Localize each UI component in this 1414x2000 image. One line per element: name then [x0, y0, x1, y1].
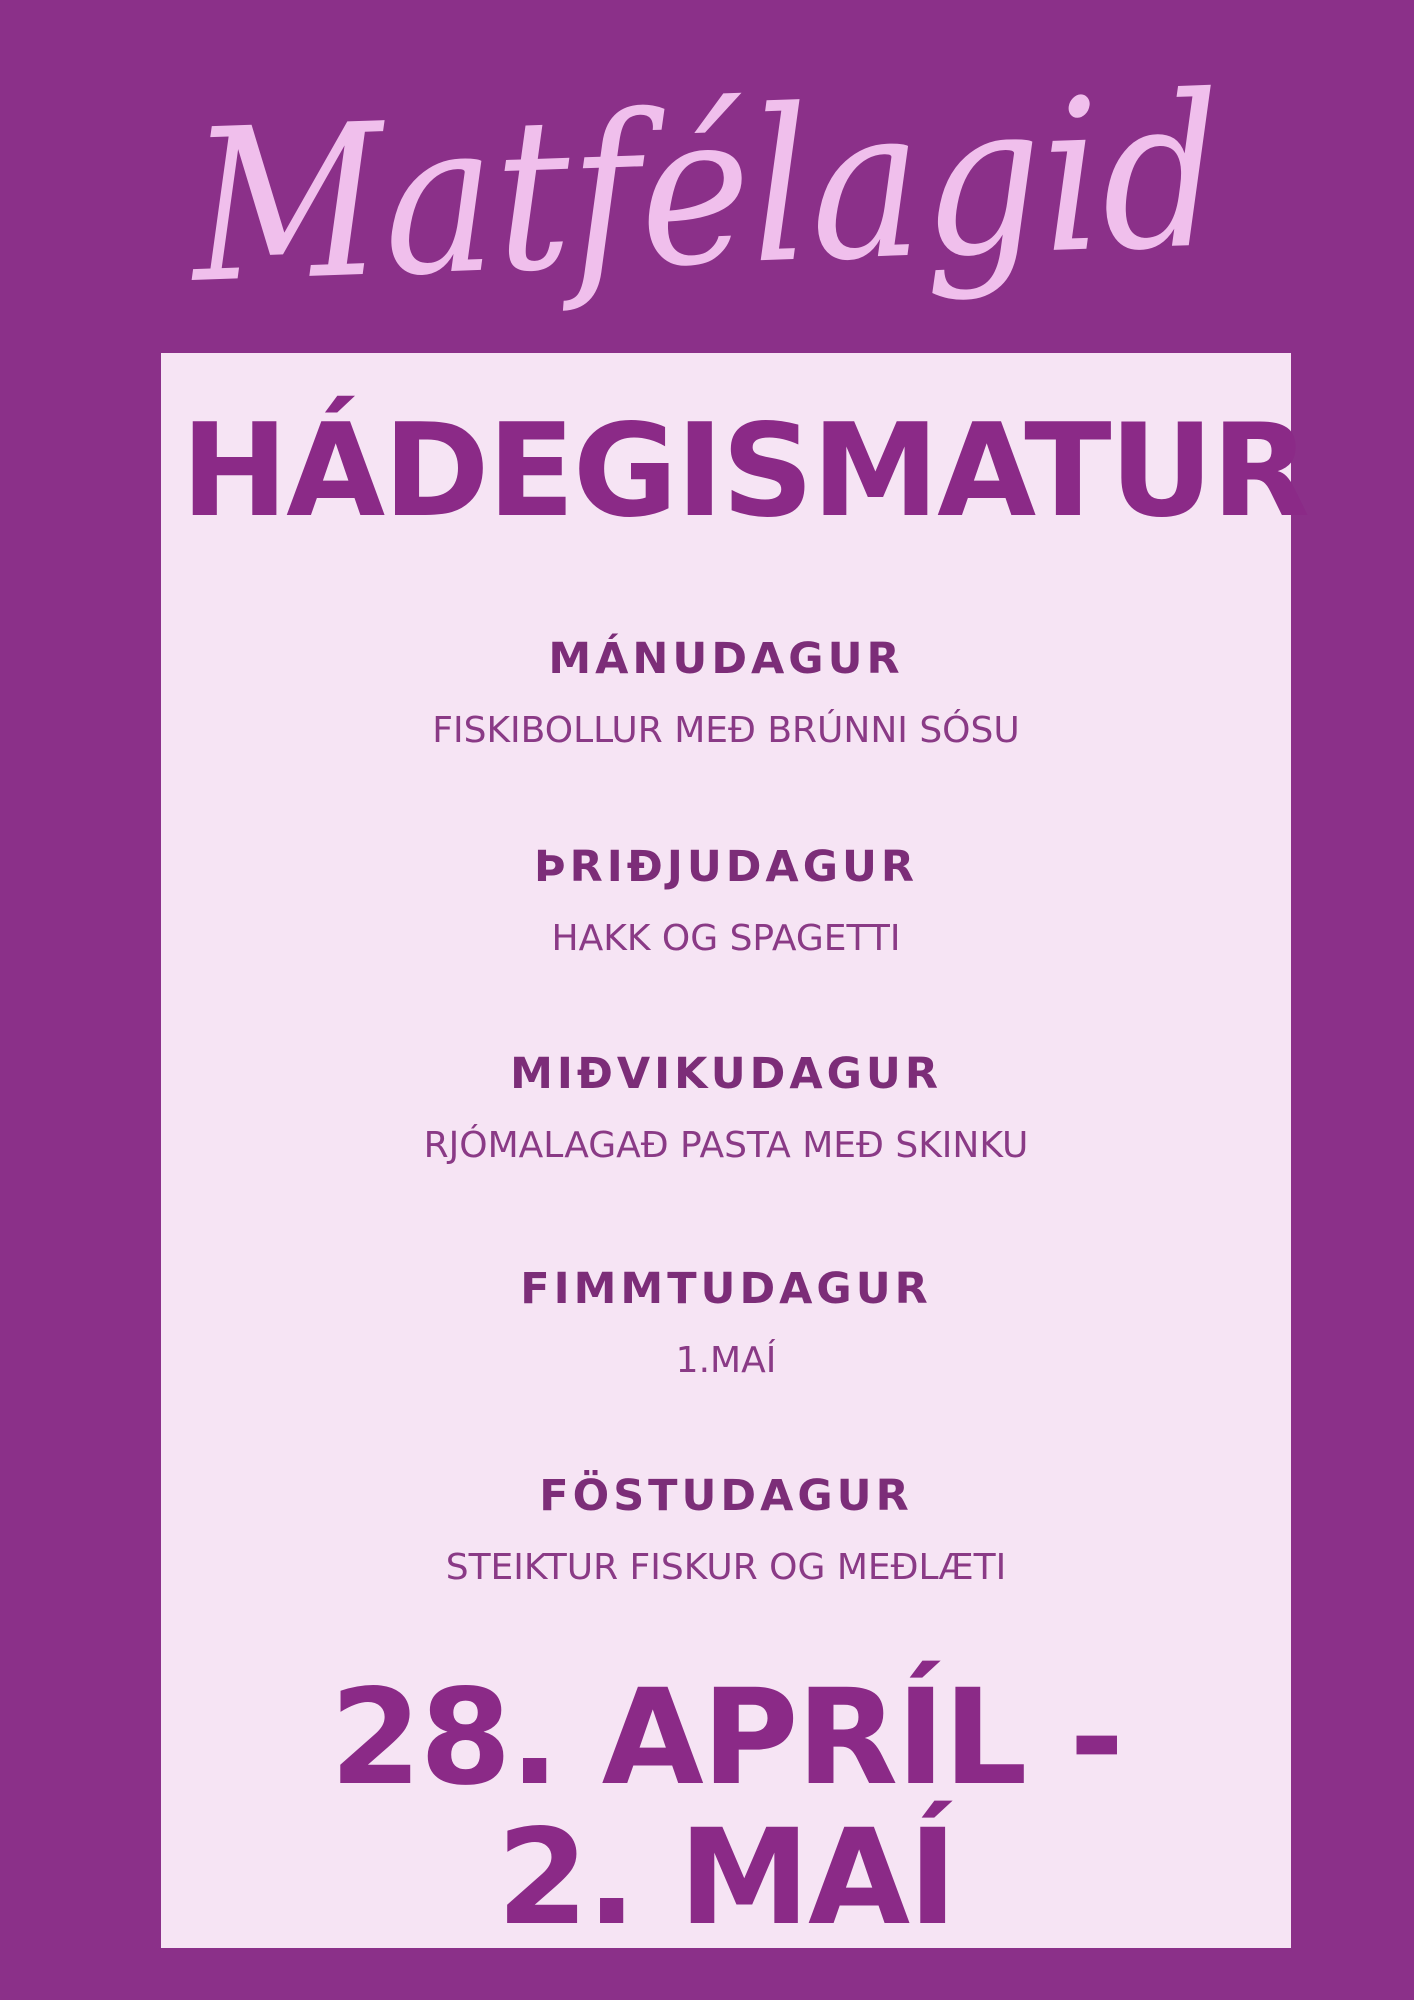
day-block-tuesday — [161, 842, 1291, 959]
day-block-thursday — [161, 1264, 1291, 1381]
day-dish: RJÓMALAGAÐ PASTA MEÐ SKINKU — [423, 1125, 1029, 1166]
day-dish: HAKK OG SPAGETTI — [551, 918, 901, 959]
day-dish: FISKIBOLLUR MEÐ BRÚNNI SÓSU — [432, 710, 1020, 751]
menu-card — [161, 353, 1309, 1955]
day-block-monday — [161, 634, 1291, 751]
day-dish: 1.MAÍ — [675, 1340, 777, 1381]
menu-title: HÁDEGISMATUR — [181, 397, 1309, 546]
day-name: FIMMTUDAGUR — [520, 1264, 932, 1314]
brand-name: Matfélagid — [187, 44, 1351, 330]
day-name: ÞRIÐJUDAGUR — [533, 842, 919, 892]
day-name: FÖSTUDAGUR — [539, 1471, 913, 1521]
day-block-wednesday — [161, 1049, 1291, 1166]
day-block-friday — [161, 1471, 1291, 1588]
day-name: MÁNUDAGUR — [548, 634, 904, 684]
day-dish: STEIKTUR FISKUR OG MEÐLÆTI — [445, 1547, 1007, 1588]
day-name: MIÐVIKUDAGUR — [510, 1049, 942, 1099]
date-range — [161, 1661, 1291, 1955]
date-range-start: 28. APRÍL - — [329, 1661, 1123, 1815]
brand-logo — [0, 0, 1414, 350]
date-range-end: 2. MAÍ — [496, 1801, 956, 1955]
